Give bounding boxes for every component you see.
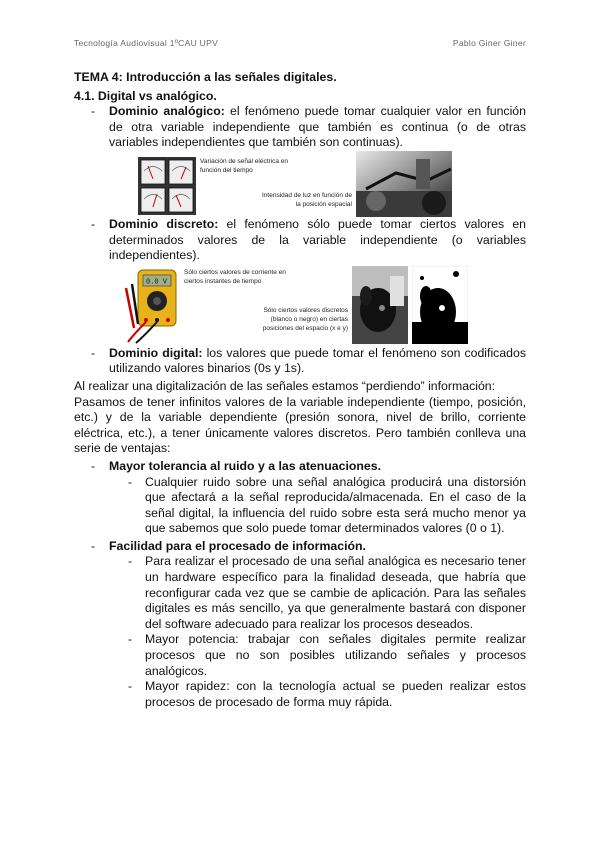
document-body — [74, 70, 526, 710]
advantage-processing-detail-1: - Para realizar el procesado de una señal analógica es necesario tener un hardware específico para la finalidad deseada, que habría que reconfigurar cada vez que se cambie de aplicación. Para las señales digitales es más sencillo, ya que generalmente bastará con disponer del software adecuado para realizar los procesos deseados. — [128, 554, 526, 631]
analog-caption-2: Intensidad de luz en función de la posición espacial — [262, 191, 352, 208]
discrete-term: Dominio discreto: — [109, 216, 219, 231]
bullet-analog: - Dominio analógico: el fenómeno puede tomar cualquier valor en función de otra variable independiente que también es continua (o de otras variables independientes que también son continuas). — [91, 104, 526, 150]
advantage-processing-text-2: Mayor potencia: trabajar con señales digitales permite realizar procesos que no son posibles utilizando señales y procesos analógicos. — [145, 632, 526, 678]
analog-caption-1: Variación de señal eléctrica en función del tiempo — [200, 157, 289, 174]
advantage-noise-detail: - Cualquier ruido sobre una señal analógica producirá una distorsión que afectará a la señal reproducida/almacenada. En el caso de la señal digital, la influencia del ruido sobre esta será mucho menor ya que sabemos que solo puede tomar determinados valores (0 o 1). — [128, 474, 526, 536]
discrete-figure — [74, 264, 526, 346]
advantage-processing-text-3: Mayor rapidez: con la tecnología actual se pueden realizar estos procesos de procesado de forma muy rápida. — [145, 679, 526, 709]
digital-text: los valores que puede tomar el fenómeno son codificados utilizando valores binarios (0s y 1s). — [109, 345, 526, 376]
multimeter-display: 0.0 V — [146, 278, 168, 287]
paragraph-loss: Al realizar una digitalización de las señales estamos “perdiendo” información: — [74, 378, 496, 393]
discrete-caption-2: Sólo ciertos valores discretos (blanco o negro) en ciertas posiciones del espacio (x e y) — [262, 306, 348, 332]
discrete-caption-1: Sólo ciertos valores de corriente en ciertos instantes de tiempo — [184, 268, 286, 285]
analog-figure — [74, 151, 526, 217]
analog-photo-image — [356, 151, 452, 217]
advantage-noise-text: Cualquier ruido sobre una señal analógica producirá una distorsión que afectará a la señal reproducida/almacenada. En el caso de la señal digital, la influencia del ruido sobre esta será mucho menor ya que sabemos que solo puede tomar determinados valores (0 o 1). — [145, 474, 526, 536]
advantage-processing-title: Facilidad para el procesado de información. — [109, 538, 366, 553]
analog-term: Dominio analógico: — [109, 104, 225, 119]
discrete-text: el fenómeno sólo puede tomar ciertos valores en determinados valores de la variable independiente (o variables independientes). — [109, 216, 526, 263]
grayscale-dog-image — [352, 266, 408, 344]
bullet-digital: - Dominio digital: los valores que puede tomar el fenómeno son codificados utilizando valores binarios (0s y 1s). — [91, 345, 526, 376]
advantage-noise-title: Mayor tolerancia al ruido y a las atenuaciones. — [109, 458, 381, 473]
paragraph-advantages: Pasamos de tener infinitos valores de la variable independiente (tiempo, posición, etc.) y de la variable dependiente (presión sonora, nivel de brillo, corriente eléctrica, etc.), a tener únicamente valores discretos. Pero también conlleva una serie de ventajas: — [74, 394, 526, 456]
multimeter-image — [124, 268, 182, 344]
header-course: Tecnología Audiovisual 1ºCAU UPV — [74, 38, 219, 48]
analog-text: el fenómeno puede tomar cualquier valor en función de otra variable independiente que también es continua (o de otras variables independientes que también son continuas). — [109, 104, 526, 150]
chapter-title: TEMA 4: Introducción a las señales digitales. — [74, 70, 337, 84]
advantage-processing: - Facilidad para el procesado de información. — [91, 538, 366, 553]
section-title: 4.1. Digital vs analógico. — [74, 88, 217, 103]
analog-meters-image — [138, 157, 196, 215]
advantage-processing-text-1: Para realizar el procesado de una señal analógica es necesario tener un hardware específico para la finalidad deseada, que habría que reconfigurar cada vez que se cambie de aplicación. Para las señales digitales es más sencillo, ya que generalmente bastará con disponer del software adecuado para realizar los procesos deseados. — [145, 554, 526, 631]
advantage-noise: - Mayor tolerancia al ruido y a las atenuaciones. — [91, 458, 381, 473]
header-author: Pablo Giner Giner — [452, 38, 526, 48]
bullet-discrete: - Dominio discreto: el fenómeno sólo puede tomar ciertos valores en determinados valores de la variable independiente (o variables independientes). — [91, 216, 526, 263]
digital-term: Dominio digital: — [109, 345, 203, 360]
advantage-processing-detail-3: - Mayor rapidez: con la tecnología actual se pueden realizar estos procesos de procesado de forma muy rápida. — [128, 679, 526, 709]
binary-dog-image — [412, 266, 468, 344]
advantage-processing-detail-2: - Mayor potencia: trabajar con señales digitales permite realizar procesos que no son posibles utilizando señales y procesos analógicos. — [128, 632, 526, 678]
